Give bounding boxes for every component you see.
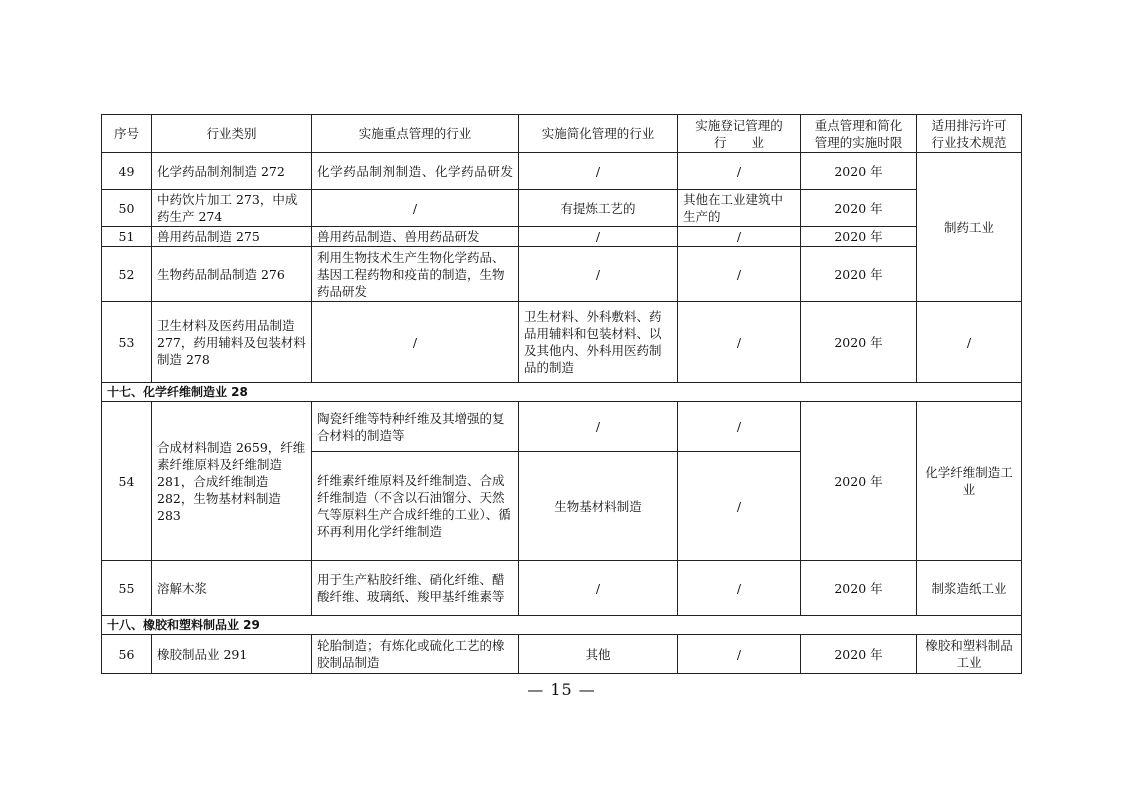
table-row-51 — [102, 227, 1022, 247]
row-simplified-industry: / — [519, 247, 678, 302]
row-key-industry: / — [312, 190, 519, 227]
row-deadline: 2020 年 — [801, 402, 917, 561]
table-row-56 — [102, 635, 1022, 674]
row-key-industry: 兽用药品制造、兽用药品研发 — [312, 227, 519, 247]
page-number: — 15 — — [527, 680, 596, 699]
row-deadline: 2020 年 — [801, 153, 917, 190]
row-key-industry: 利用生物技术生产生物化学药品、基因工程药物和疫苗的制造，生物药品研发 — [312, 247, 519, 302]
row-category: 兽用药品制造 275 — [152, 227, 312, 247]
row-category: 生物药品制品制造 276 — [152, 247, 312, 302]
row-registration-industry: / — [678, 561, 801, 616]
header-registration-management: 实施登记管理的 行 业 — [678, 115, 801, 153]
row-deadline: 2020 年 — [801, 561, 917, 616]
section-heading-18: 十八、橡胶和塑料制品业 29 — [102, 616, 1022, 635]
row-seq: 52 — [102, 247, 152, 302]
row-key-industry: 陶瓷纤维等特种纤维及其增强的复合材料的制造等 — [312, 402, 519, 452]
header-key-management: 实施重点管理的行业 — [312, 115, 519, 153]
table-row-52 — [102, 247, 1022, 302]
row-key-industry: 纤维素纤维原料及纤维制造、合成纤维制造（不含以石油馏分、天然气等原料生产合成纤维的工业）、循环再利用化学纤维制造 — [312, 452, 519, 561]
row-category: 化学药品制剂制造 272 — [152, 153, 312, 190]
row-deadline: 2020 年 — [801, 227, 917, 247]
row-registration-industry: / — [678, 227, 801, 247]
row-technical-spec: / — [917, 302, 1022, 383]
row-registration-industry: / — [678, 635, 801, 674]
row-key-industry: 轮胎制造；有炼化或硫化工艺的橡胶制品制造 — [312, 635, 519, 674]
row-seq: 54 — [102, 402, 152, 561]
row-category: 中药饮片加工 273，中成药生产 274 — [152, 190, 312, 227]
row-registration-industry: / — [678, 402, 801, 452]
table-row-54a — [102, 402, 1022, 452]
header-technical-spec: 适用排污许可 行业技术规范 — [917, 115, 1022, 153]
row-registration-industry: / — [678, 153, 801, 190]
row-simplified-industry: 有提炼工艺的 — [519, 190, 678, 227]
row-category: 溶解木浆 — [152, 561, 312, 616]
row-simplified-industry: / — [519, 402, 678, 452]
row-technical-spec: 化学纤维制造工业 — [917, 402, 1022, 561]
row-deadline: 2020 年 — [801, 302, 917, 383]
row-registration-industry: / — [678, 247, 801, 302]
row-simplified-industry: 卫生材料、外科敷料、药品用辅料和包装材料、以及其他内、外科用医药制品的制造 — [519, 302, 678, 383]
row-deadline: 2020 年 — [801, 635, 917, 674]
row-simplified-industry: 其他 — [519, 635, 678, 674]
header-simplified-management: 实施简化管理的行业 — [519, 115, 678, 153]
row-registration-industry: 其他在工业建筑中生产的 — [678, 190, 801, 227]
row-simplified-industry: / — [519, 227, 678, 247]
row-simplified-industry: / — [519, 153, 678, 190]
row-technical-spec: 橡胶和塑料制品工业 — [917, 635, 1022, 674]
row-seq: 56 — [102, 635, 152, 674]
row-category: 合成材料制造 2659，纤维素纤维原料及纤维制造 281，合成纤维制造 282，生物基材料制造 283 — [152, 402, 312, 561]
header-category: 行业类别 — [152, 115, 312, 153]
row-seq: 51 — [102, 227, 152, 247]
row-technical-spec: 制浆造纸工业 — [917, 561, 1022, 616]
row-seq: 53 — [102, 302, 152, 383]
table-row-53 — [102, 302, 1022, 383]
row-technical-spec: 制药工业 — [917, 153, 1022, 302]
row-seq: 50 — [102, 190, 152, 227]
row-category: 橡胶制品业 291 — [152, 635, 312, 674]
table-row-55 — [102, 561, 1022, 616]
header-deadline: 重点管理和简化 管理的实施时限 — [801, 115, 917, 153]
pollution-permit-table — [101, 114, 1022, 674]
table-header-row — [102, 115, 1022, 153]
row-simplified-industry: / — [519, 561, 678, 616]
header-seq: 序号 — [102, 115, 152, 153]
table-row-50 — [102, 190, 1022, 227]
row-registration-industry: / — [678, 452, 801, 561]
section-row — [102, 383, 1022, 402]
row-key-industry: 化学药品制剂制造、化学药品研发 — [312, 153, 519, 190]
section-row — [102, 616, 1022, 635]
row-category: 卫生材料及医药用品制造 277，药用辅料及包装材料制造 278 — [152, 302, 312, 383]
row-deadline: 2020 年 — [801, 247, 917, 302]
section-heading-17: 十七、化学纤维制造业 28 — [102, 383, 1022, 402]
row-deadline: 2020 年 — [801, 190, 917, 227]
row-seq: 49 — [102, 153, 152, 190]
row-simplified-industry: 生物基材料制造 — [519, 452, 678, 561]
table-row-49 — [102, 153, 1022, 190]
row-key-industry: / — [312, 302, 519, 383]
row-seq: 55 — [102, 561, 152, 616]
row-registration-industry: / — [678, 302, 801, 383]
row-key-industry: 用于生产粘胶纤维、硝化纤维、醋酸纤维、玻璃纸、羧甲基纤维素等 — [312, 561, 519, 616]
